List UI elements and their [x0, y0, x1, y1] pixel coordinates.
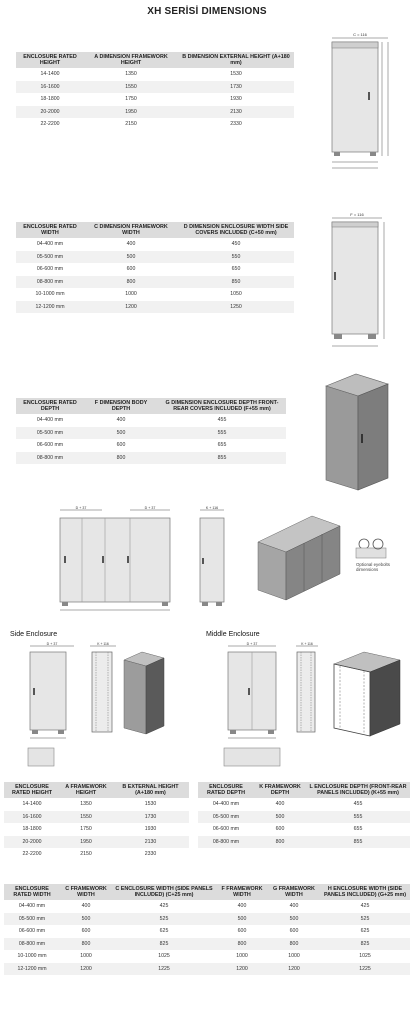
- table-cell: 1025: [320, 950, 410, 963]
- table-cell: 1750: [84, 93, 178, 106]
- middle-enclosure-3d-drawing: [330, 648, 404, 740]
- table-cell: 2130: [112, 836, 189, 849]
- table-cell: 18-1800: [4, 823, 60, 836]
- table-cell: 1025: [112, 950, 216, 963]
- plinth-foot: [368, 334, 376, 339]
- table-row: [198, 836, 410, 849]
- handle-icon: [102, 556, 104, 563]
- table-cell: 855: [306, 836, 410, 849]
- table-row: [198, 798, 410, 811]
- table-cell: 1930: [178, 93, 294, 106]
- dimension-label: D + 37: [75, 506, 87, 510]
- table-cell: 16-1600: [4, 811, 60, 824]
- col-header: ENCLOSURE RATED WIDTH: [4, 884, 60, 900]
- table-cell: 1550: [60, 811, 112, 824]
- plinth-foot: [268, 730, 274, 734]
- table-cell: 1200: [84, 301, 178, 314]
- table-cell: 1550: [84, 81, 178, 94]
- table-cell: 1950: [60, 836, 112, 849]
- table-row: [4, 900, 410, 913]
- table-row: [16, 276, 294, 289]
- table-cell: 455: [158, 414, 286, 427]
- table-row: [16, 263, 294, 276]
- table-row: [4, 925, 410, 938]
- table-cell: 450: [178, 238, 294, 251]
- plinth-foot: [32, 730, 38, 734]
- table-row: [4, 836, 189, 849]
- table-cell: 05-500 mm: [4, 913, 60, 926]
- dimension-label: D + 37: [46, 642, 58, 646]
- col-header: F FRAMEWORK WIDTH: [216, 884, 268, 900]
- table-cell: 800: [268, 938, 320, 951]
- table-cell: 1225: [320, 963, 410, 976]
- plinth-foot: [162, 602, 168, 606]
- dimension-label: D + 37: [246, 642, 258, 646]
- width-combined-table: [4, 884, 410, 975]
- col-header: ENCLOSURE RATED HEIGHT: [4, 782, 60, 798]
- plinth-foot: [230, 730, 236, 734]
- table-cell: 1250: [178, 301, 294, 314]
- enclosure-side: [258, 542, 286, 600]
- table-cell: 04-400 mm: [16, 414, 84, 427]
- table-cell: 1000: [216, 950, 268, 963]
- table-cell: 600: [268, 925, 320, 938]
- table-cell: 20-2000: [16, 106, 84, 119]
- col-header: ENCLOSURE RATED HEIGHT: [16, 52, 84, 68]
- table-cell: 10-1000 mm: [4, 950, 60, 963]
- table-cell: 04-400 mm: [198, 798, 254, 811]
- col-header: F DIMENSION BODY DEPTH: [84, 398, 158, 414]
- table-cell: 08-800 mm: [198, 836, 254, 849]
- table-row: [16, 81, 294, 94]
- enclosure-body: [60, 518, 170, 602]
- table-cell: 655: [158, 439, 286, 452]
- table-cell: 2330: [112, 848, 189, 861]
- table-cell: 2130: [178, 106, 294, 119]
- roof: [332, 42, 378, 48]
- height-table: [16, 52, 294, 131]
- table-cell: 1200: [268, 963, 320, 976]
- col-header: G FRAMEWORK WIDTH: [268, 884, 320, 900]
- row-3d-drawing: [254, 512, 344, 602]
- plinth: [28, 748, 54, 766]
- depth-table: [16, 398, 286, 464]
- table-row: [4, 811, 189, 824]
- table-cell: 800: [84, 276, 178, 289]
- col-header: L ENCLOSURE DEPTH (FRONT-REAR PANELS INCLUDED) (K+55 mm): [306, 782, 410, 798]
- col-header: ENCLOSURE RATED DEPTH: [16, 398, 84, 414]
- table-cell: 2150: [84, 118, 178, 131]
- enclosure-side: [326, 386, 358, 490]
- eyebolt-icon: [359, 539, 369, 549]
- table-cell: 14-1400: [16, 68, 84, 81]
- table-cell: 500: [84, 427, 158, 440]
- table-cell: 555: [158, 427, 286, 440]
- table-cell: 550: [178, 251, 294, 264]
- table-cell: 16-1600: [16, 81, 84, 94]
- table-cell: 655: [306, 823, 410, 836]
- table-cell: 06-600 mm: [4, 925, 60, 938]
- table-cell: 1350: [84, 68, 178, 81]
- table-cell: 825: [112, 938, 216, 951]
- dimension-label: C = 116: [353, 32, 367, 37]
- table-cell: 600: [60, 925, 112, 938]
- col-header: B EXTERNAL HEIGHT (A+180 mm): [112, 782, 189, 798]
- table-cell: 05-500 mm: [16, 427, 84, 440]
- table-row: [4, 848, 189, 861]
- enclosure-body: [332, 42, 378, 152]
- table-cell: 400: [268, 900, 320, 913]
- table-cell: 400: [84, 238, 178, 251]
- table-cell: 1950: [84, 106, 178, 119]
- table-row: [16, 301, 294, 314]
- handle-icon: [248, 688, 250, 695]
- table-cell: 22-2200: [4, 848, 60, 861]
- side-enclosure-caption: Side Enclosure: [10, 631, 58, 638]
- col-header: G DIMENSION ENCLOSURE DEPTH FRONT-REAR COVERS INCLUDED (F+55 mm): [158, 398, 286, 414]
- plinth-foot: [334, 152, 340, 156]
- col-header: C ENCLOSURE WIDTH (SIDE PANELS INCLUDED) (C+25 mm): [112, 884, 216, 900]
- table-cell: 22-2200: [16, 118, 84, 131]
- front-elevation-drawing: [310, 30, 410, 180]
- side-framework-drawing: [86, 642, 120, 742]
- table-cell: 06-600 mm: [16, 263, 84, 276]
- col-header: H ENCLOSURE WIDTH (SIDE PANELS INCLUDED) (G+25 mm): [320, 884, 410, 900]
- table-cell: 06-600 mm: [198, 823, 254, 836]
- col-header: K FRAMEWORK DEPTH: [254, 782, 306, 798]
- table-row: [16, 106, 294, 119]
- table-cell: 08-800 mm: [16, 276, 84, 289]
- table-cell: 14-1400: [4, 798, 60, 811]
- plinth-foot: [216, 602, 222, 606]
- col-header: C FRAMEWORK WIDTH: [60, 884, 112, 900]
- table-row: [16, 238, 294, 251]
- middle-enclosure-front-drawing: [222, 642, 282, 742]
- table-cell: 600: [84, 439, 158, 452]
- table-cell: 500: [254, 811, 306, 824]
- table-cell: 625: [320, 925, 410, 938]
- optional-eyebolts-caption: Optional eyebolts dimensions: [356, 562, 390, 572]
- table-row: [4, 950, 410, 963]
- framework: [92, 652, 112, 732]
- table-cell: 18-1800: [16, 93, 84, 106]
- plinth-foot: [202, 602, 208, 606]
- table-row: [4, 823, 189, 836]
- middle-enclosure-caption: Middle Enclosure: [206, 631, 260, 638]
- table-row: [16, 118, 294, 131]
- table-row: [4, 938, 410, 951]
- table-cell: 855: [158, 452, 286, 465]
- table-cell: 1225: [112, 963, 216, 976]
- plinth-foot: [58, 730, 64, 734]
- table-cell: 2330: [178, 118, 294, 131]
- table-cell: 500: [84, 251, 178, 264]
- table-cell: 400: [60, 900, 112, 913]
- table-cell: 1730: [112, 811, 189, 824]
- dimension-label: K + 116: [97, 642, 109, 646]
- side-plinth-drawing: [26, 746, 58, 768]
- table-cell: 1050: [178, 288, 294, 301]
- dimension-label: F = 116: [350, 212, 364, 217]
- table-cell: 500: [268, 913, 320, 926]
- table-cell: 1000: [268, 950, 320, 963]
- page-title: XH SERİSİ DIMENSIONS: [147, 6, 267, 17]
- col-header: ENCLOSURE RATED WIDTH: [16, 222, 84, 238]
- table-cell: 1000: [84, 288, 178, 301]
- table-cell: 525: [320, 913, 410, 926]
- table-cell: 1350: [60, 798, 112, 811]
- col-header: A FRAMEWORK HEIGHT: [60, 782, 112, 798]
- table-cell: 1750: [60, 823, 112, 836]
- table-cell: 1730: [178, 81, 294, 94]
- table-cell: 400: [254, 798, 306, 811]
- side-enclosure-front-drawing: [28, 642, 78, 742]
- table-cell: 04-400 mm: [4, 900, 60, 913]
- handle-icon: [368, 92, 370, 100]
- table-cell: 600: [84, 263, 178, 276]
- dimension-label: K + 116: [205, 506, 219, 510]
- table-row: [198, 823, 410, 836]
- enclosure-body: [332, 222, 378, 334]
- table-row: [16, 414, 286, 427]
- table-cell: 1200: [216, 963, 268, 976]
- table-cell: 1530: [178, 68, 294, 81]
- table-cell: 20-2000: [4, 836, 60, 849]
- eyebolt-icon: [373, 539, 383, 549]
- table-cell: 850: [178, 276, 294, 289]
- table-cell: 800: [84, 452, 158, 465]
- handle-icon: [334, 272, 336, 280]
- table-cell: 400: [84, 414, 158, 427]
- col-header: D DIMENSION ENCLOSURE WIDTH SIDE COVERS INCLUDED (C+50 mm): [178, 222, 294, 238]
- framework: [297, 652, 315, 732]
- table-cell: 1000: [60, 950, 112, 963]
- middle-plinth-drawing: [222, 746, 284, 768]
- enclosure-body: [30, 652, 66, 730]
- table-row: [4, 913, 410, 926]
- table-row: [198, 811, 410, 824]
- table-row: [16, 288, 294, 301]
- handle-icon: [127, 556, 129, 563]
- table-row: [16, 439, 286, 452]
- table-cell: 1200: [60, 963, 112, 976]
- table-cell: 04-400 mm: [16, 238, 84, 251]
- handle-icon: [361, 434, 363, 443]
- table-cell: 12-1200 mm: [4, 963, 60, 976]
- table-cell: 400: [216, 900, 268, 913]
- table-cell: 1930: [112, 823, 189, 836]
- side-height-table: [4, 782, 189, 861]
- table-row: [16, 427, 286, 440]
- col-header: A DIMENSION FRAMEWORK HEIGHT: [84, 52, 178, 68]
- table-cell: 625: [112, 925, 216, 938]
- enclosure-side: [370, 660, 400, 736]
- table-cell: 500: [60, 913, 112, 926]
- side-enclosure-3d-drawing: [120, 648, 170, 738]
- dimension-label: D + 37: [144, 506, 156, 510]
- enclosure-front: [146, 658, 164, 734]
- row-front-drawing: [52, 506, 182, 614]
- table-cell: 2150: [60, 848, 112, 861]
- plinth-foot: [334, 334, 342, 339]
- table-cell: 05-500 mm: [198, 811, 254, 824]
- table-row: [16, 68, 294, 81]
- middle-framework-drawing: [292, 642, 322, 742]
- table-cell: 05-500 mm: [16, 251, 84, 264]
- table-row: [16, 93, 294, 106]
- table-cell: 08-800 mm: [16, 452, 84, 465]
- row-side-drawing: [190, 506, 238, 614]
- table-cell: 06-600 mm: [16, 439, 84, 452]
- table-cell: 425: [320, 900, 410, 913]
- col-header: ENCLOSURE RATED DEPTH: [198, 782, 254, 798]
- table-cell: 525: [112, 913, 216, 926]
- table-cell: 800: [254, 836, 306, 849]
- table-cell: 1530: [112, 798, 189, 811]
- handle-icon: [202, 558, 204, 564]
- table-cell: 600: [254, 823, 306, 836]
- table-row: [4, 798, 189, 811]
- table-cell: 500: [216, 913, 268, 926]
- col-header: B DIMENSION EXTERNAL HEIGHT (A+180 mm): [178, 52, 294, 68]
- table-cell: 555: [306, 811, 410, 824]
- enclosure-side: [124, 660, 146, 734]
- table-cell: 825: [320, 938, 410, 951]
- handle-icon: [33, 688, 35, 695]
- width-table: [16, 222, 294, 313]
- dimension-label: K + 116: [301, 642, 313, 646]
- table-cell: 10-1000 mm: [16, 288, 84, 301]
- table-cell: 08-800 mm: [4, 938, 60, 951]
- plinth-foot: [370, 152, 376, 156]
- roof-section: [356, 548, 386, 558]
- col-header: C DIMENSION FRAMEWORK WIDTH: [84, 222, 178, 238]
- table-cell: 650: [178, 263, 294, 276]
- table-cell: 425: [112, 900, 216, 913]
- table-cell: 600: [216, 925, 268, 938]
- table-cell: 12-1200 mm: [16, 301, 84, 314]
- table-cell: 800: [216, 938, 268, 951]
- table-cell: 455: [306, 798, 410, 811]
- table-cell: 800: [60, 938, 112, 951]
- handle-icon: [64, 556, 66, 563]
- table-row: [4, 963, 410, 976]
- plinth: [224, 748, 280, 766]
- table-row: [16, 452, 286, 465]
- open-frame: [334, 664, 370, 736]
- plinth-foot: [62, 602, 68, 606]
- enclosure-3d-drawing: [316, 370, 410, 500]
- table-row: [16, 251, 294, 264]
- middle-depth-table: [198, 782, 410, 848]
- front-width-drawing: [318, 212, 408, 362]
- roof: [332, 222, 378, 227]
